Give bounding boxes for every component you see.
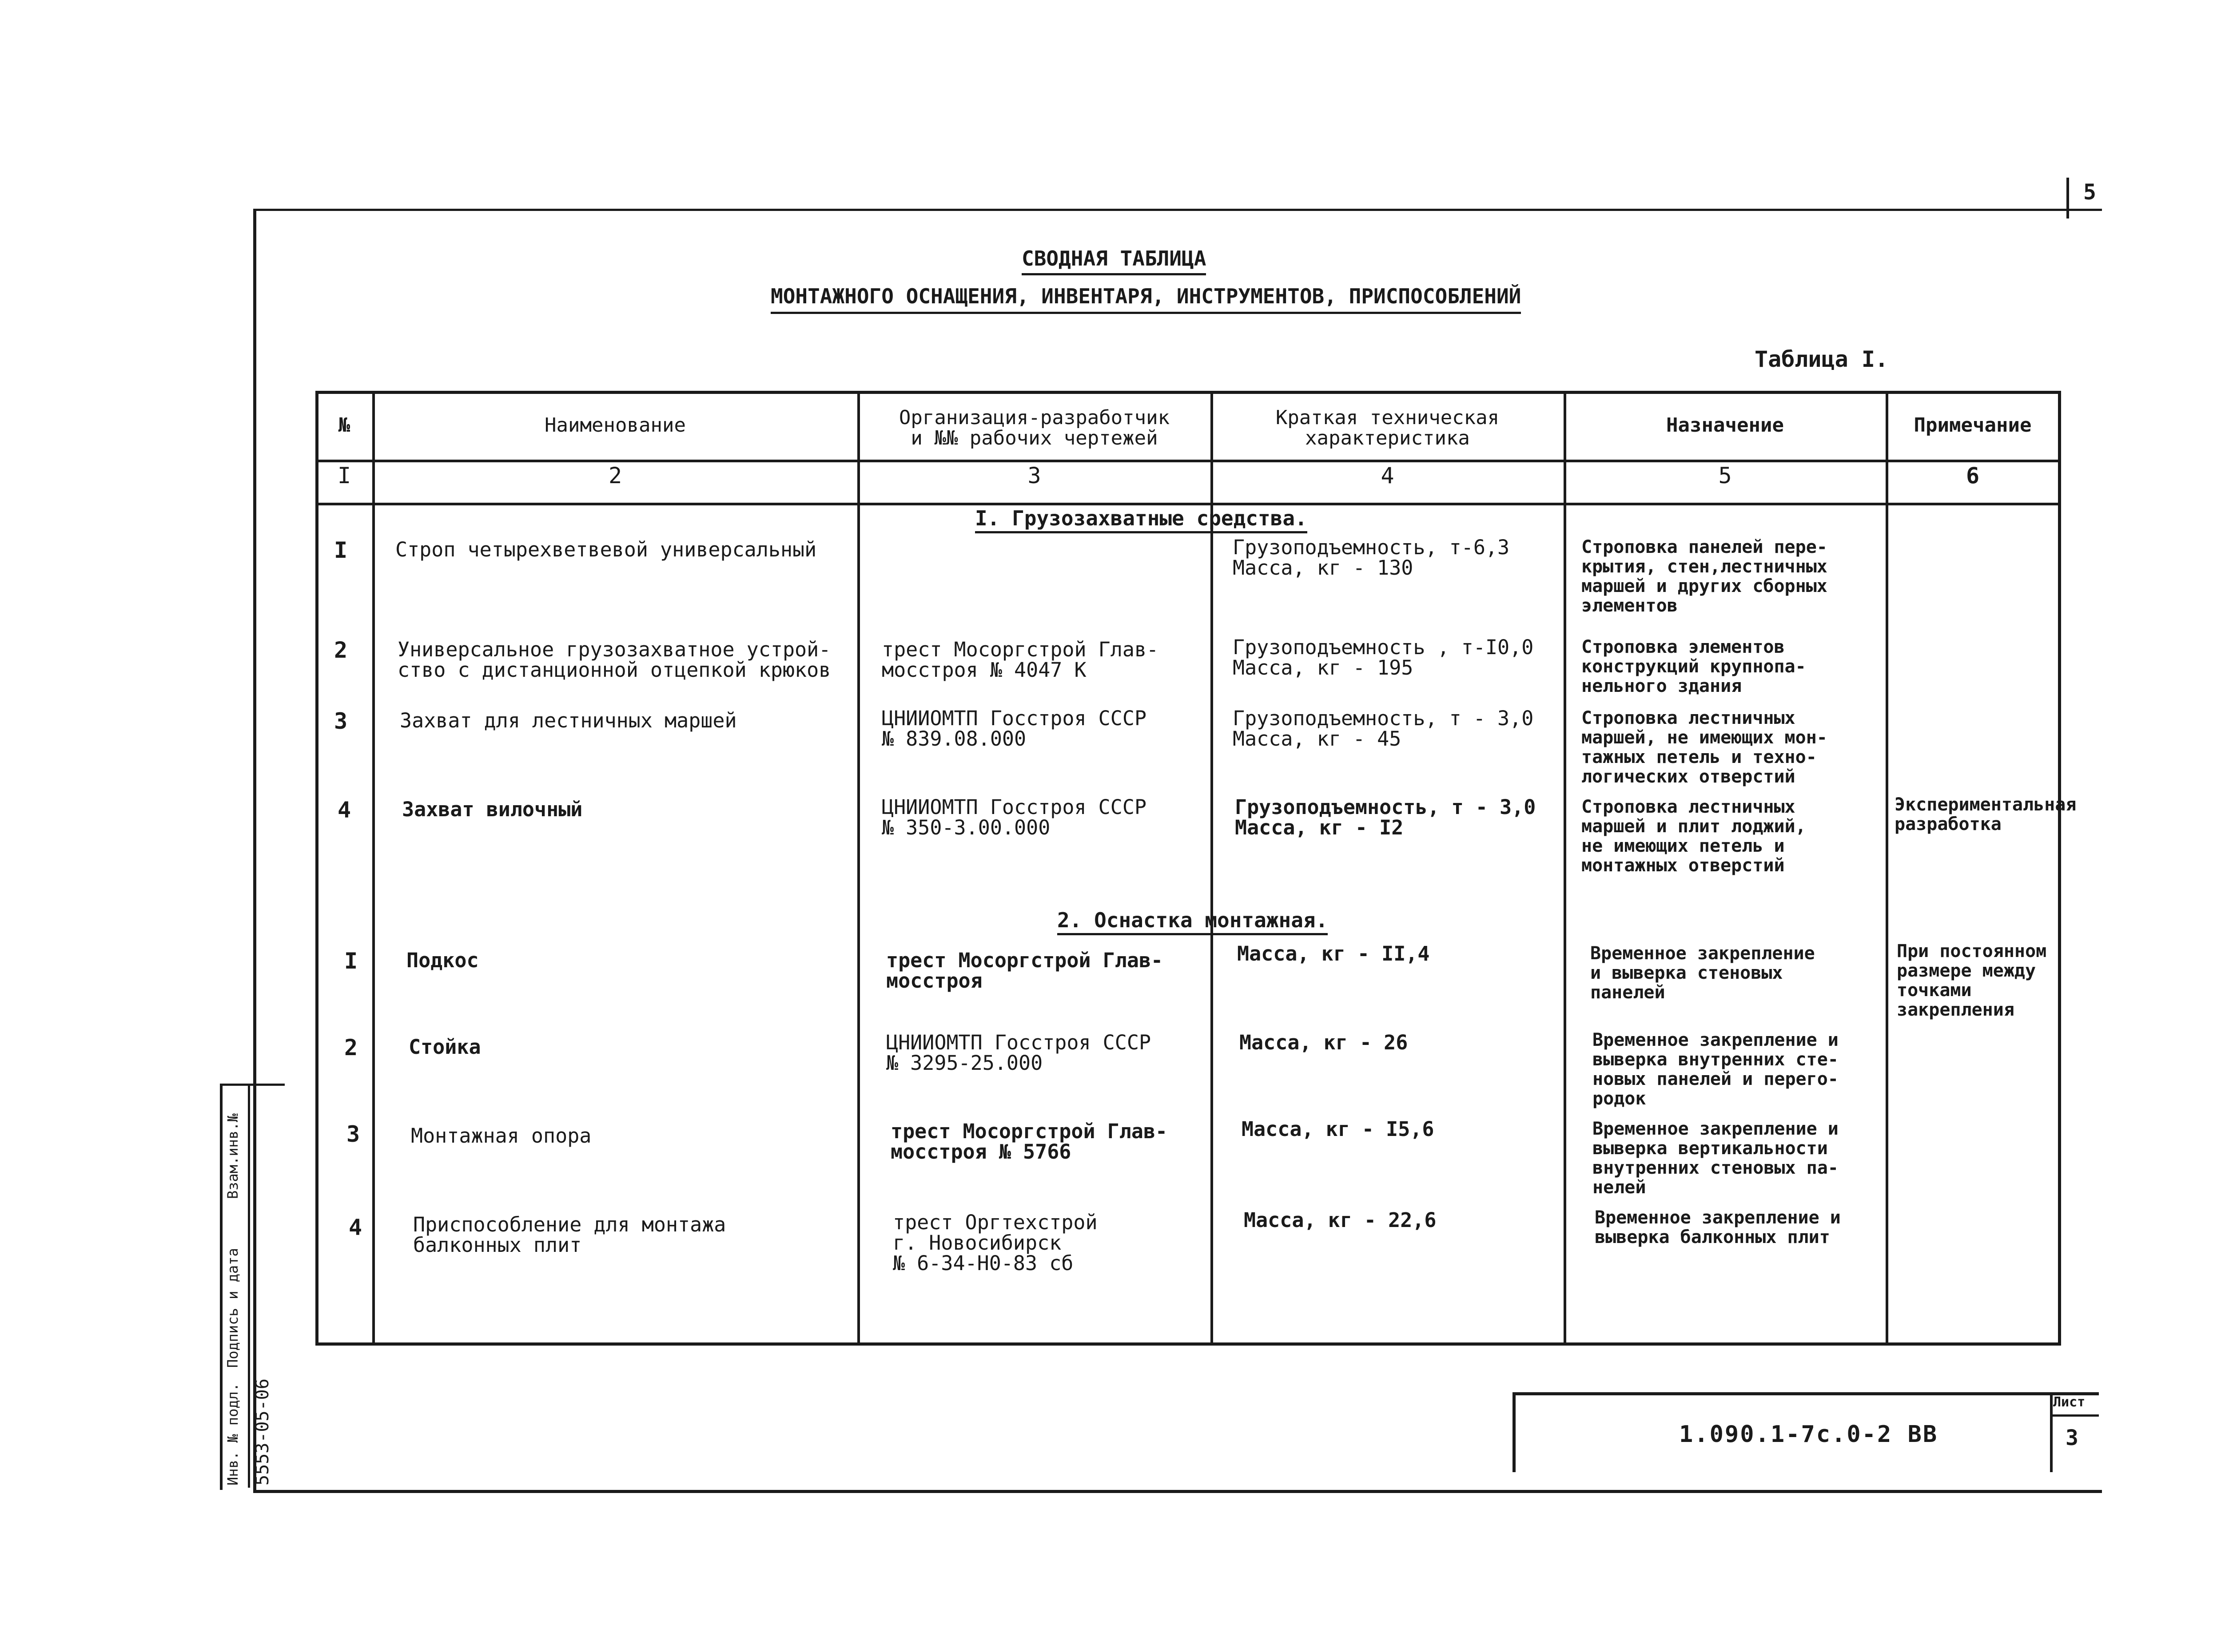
row-spec: Масса, кг - I5,6	[1242, 1117, 1434, 1141]
row-spec: Масса, кг - 22,6	[1244, 1208, 1437, 1232]
row-purpose: Строповка лестничных маршей и плит лоджий, не имеющих петель и монтажных отверстий	[1581, 797, 1806, 876]
row-number: 3	[346, 1121, 360, 1147]
colnum-3: 3	[1027, 463, 1041, 488]
sheet-label: Лист	[2053, 1394, 2086, 1410]
row-name: Приспособление для монтажа балконных плит	[413, 1213, 726, 1257]
row-name: Монтажная опора	[411, 1124, 592, 1148]
row-name: Стойка	[409, 1035, 481, 1059]
col-divider	[372, 391, 375, 1346]
col-divider	[1886, 391, 1888, 1346]
colnum-1: I	[337, 463, 351, 488]
colnum-2: 2	[608, 463, 622, 488]
row-number: 2	[334, 637, 348, 663]
document-code: 1.090.1-7с.0-2 ВВ	[1679, 1421, 1938, 1448]
row-note: При постоянном размере между точками закрепления	[1897, 941, 2047, 1020]
header-num: №	[338, 414, 350, 437]
sheet-number: 3	[2066, 1426, 2078, 1450]
row-name: Строп четырехветвевой универсальный	[395, 538, 817, 561]
number-row-divider	[315, 503, 2061, 505]
row-number: 3	[334, 708, 348, 734]
col-divider	[1210, 391, 1213, 1346]
row-purpose: Временное закрепление и выверка балконных плит	[1595, 1207, 1841, 1247]
row-spec: Масса, кг - II,4	[1237, 942, 1430, 965]
margin-sign-label: Подпись и дата	[224, 1248, 241, 1368]
row-number: 4	[349, 1215, 362, 1240]
title-line-1: СВОДНАЯ ТАБЛИЦА	[1022, 246, 1206, 275]
row-purpose: Временное закрепление и выверка внутренних сте- новых панелей и перего- родок	[1592, 1030, 1839, 1109]
col-divider	[857, 391, 860, 1346]
row-purpose: Строповка панелей пере- крытия, стен,лестничных маршей и других сборных элементов	[1581, 537, 1827, 616]
row-org: трест Оргтехстрой г. Новосибирск № 6-34-Н0-83 сб	[893, 1211, 1098, 1275]
margin-divider	[248, 1084, 250, 1488]
section-title: I. Грузозахватные средства.	[975, 506, 1307, 533]
row-number: I	[334, 537, 348, 563]
row-spec: Грузоподъемность, т - 3,0 Масса, кг - 45	[1233, 707, 1534, 751]
row-org: ЦНИИОМТП Госстроя СССР № 839.08.000	[882, 707, 1147, 751]
margin-inv-value: 5553-05-06	[252, 1378, 273, 1485]
header-spec: Краткая техническая характеристика	[1275, 406, 1500, 450]
row-purpose: Временное закрепление и выверка вертикальности внутренних стеновых па- нелей	[1592, 1119, 1839, 1198]
row-org: трест Мосоргстрой Глав- мосстроя	[886, 949, 1163, 993]
colnum-6: 6	[1966, 463, 1980, 488]
col-divider	[1564, 391, 1566, 1346]
table-label: Таблица I.	[1755, 346, 1889, 372]
colnum-4: 4	[1381, 463, 1394, 488]
row-name: Подкос	[406, 949, 479, 972]
row-name: Захват вилочный	[402, 798, 583, 821]
row-purpose: Временное закрепление и выверка стеновых панелей	[1590, 943, 1815, 1003]
colnum-5: 5	[1718, 463, 1732, 488]
row-name: Захват для лестничных маршей	[400, 709, 737, 732]
row-spec: Грузоподъемность, т-6,3 Масса, кг - 130	[1233, 536, 1510, 580]
row-spec: Грузоподъемность, т - 3,0 Масса, кг - I2	[1235, 795, 1536, 839]
row-name: Универсальное грузозахватное устрой- ство с дистанционной отцепкой крюков	[398, 638, 831, 682]
header-org: Организация-разработчик и №№ рабочих чертежей	[899, 406, 1170, 450]
header-divider	[315, 460, 2061, 462]
sheet-box-divider	[2050, 1414, 2099, 1417]
row-purpose: Строповка элементов конструкций крупнопа- нельного здания	[1581, 637, 1806, 696]
row-number: 4	[338, 797, 351, 823]
row-org: ЦНИИОМТП Госстроя СССР № 350-3.00.000	[882, 795, 1147, 839]
row-org: ЦНИИОМТП Госстроя СССР № 3295-25.000	[886, 1031, 1151, 1075]
row-org: трест Мосоргстрой Глав- мосстроя № 4047 К	[882, 638, 1159, 682]
row-spec: Грузоподъемность , т-I0,0 Масса, кг - 195	[1233, 635, 1534, 679]
margin-vz-label: Взам.инв.№	[224, 1113, 241, 1199]
section-title: 2. Оснастка монтажная.	[1057, 908, 1328, 935]
header-note: Примечание	[1914, 414, 2032, 437]
header-name: Наименование	[545, 414, 686, 437]
row-purpose: Строповка лестничных маршей, не имеющих мон- тажных петель и техно- логических отверстий	[1581, 708, 1827, 787]
row-number: I	[344, 948, 358, 974]
row-note: Экспериментальная разработка	[1895, 794, 2077, 834]
header-purpose: Назначение	[1666, 414, 1784, 437]
page-number: 5	[2083, 180, 2096, 205]
row-number: 2	[344, 1035, 358, 1060]
title-line-2: МОНТАЖНОГО ОСНАЩЕНИЯ, ИНВЕНТАРЯ, ИНСТРУМЕНТОВ, ПРИСПОСОБЛЕНИЙ	[771, 284, 1521, 314]
row-spec: Масса, кг - 26	[1239, 1031, 1408, 1054]
margin-inv-label: Инв. № подл.	[224, 1382, 241, 1485]
row-org: трест Мосоргстрой Глав- мосстроя № 5766	[891, 1120, 1168, 1164]
